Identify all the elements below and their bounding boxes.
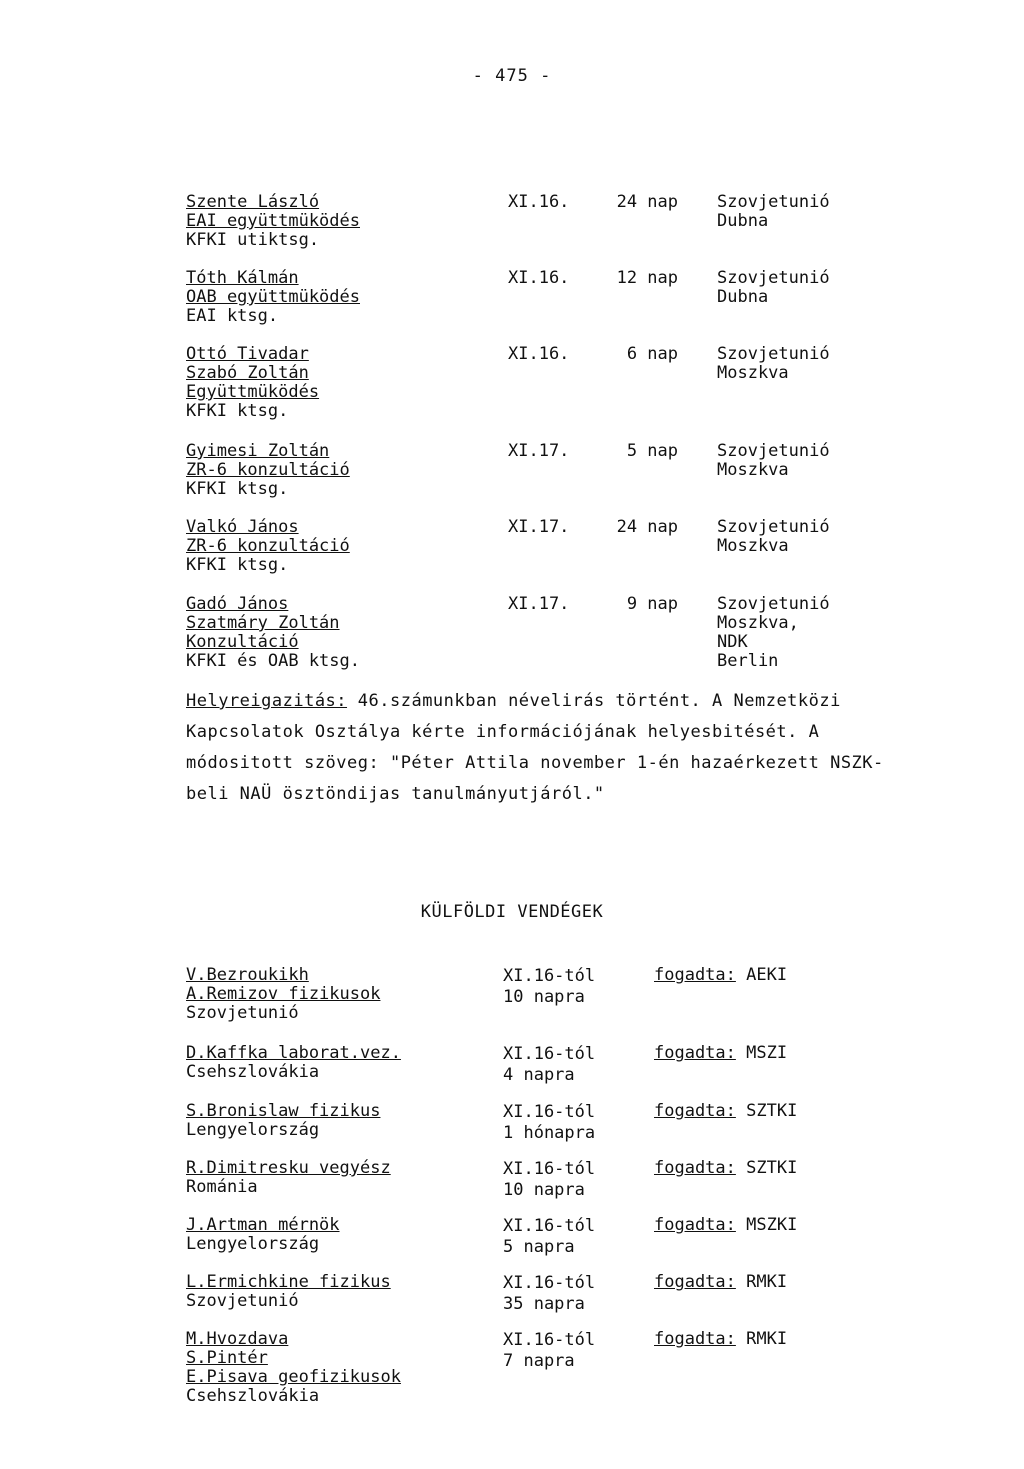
trip-date: XI.17. bbox=[508, 594, 570, 614]
guest-stay bbox=[503, 1330, 595, 1372]
guest-from: XI.16-tól bbox=[503, 1216, 596, 1236]
received-label: fogadta: bbox=[654, 1101, 736, 1121]
trip-purpose: Együttmüködés bbox=[186, 382, 320, 402]
guest-length: 35 napra bbox=[503, 1294, 585, 1314]
guest-from: XI.16-tól bbox=[503, 1159, 596, 1179]
guest-from: XI.16-tól bbox=[503, 966, 596, 986]
guest-host bbox=[654, 1330, 787, 1349]
guest-block bbox=[186, 1273, 391, 1311]
trip-duration: 5 nap bbox=[626, 441, 678, 461]
trip-person: Gyimesi Zoltán bbox=[186, 441, 330, 461]
trip-destination bbox=[717, 442, 830, 480]
trip-country: Szovjetunió bbox=[717, 517, 830, 537]
trip-date: XI.16. bbox=[508, 268, 570, 288]
trip-person-block bbox=[186, 595, 360, 671]
trip-funding: KFKI és OAB ktsg. bbox=[186, 651, 360, 671]
trip-duration: 24 nap bbox=[616, 192, 678, 212]
guest-block bbox=[186, 1216, 340, 1254]
guest-country: Szovjetunió bbox=[186, 1291, 299, 1311]
guest-length: 7 napra bbox=[503, 1351, 575, 1371]
guest-name: D.Kaffka laborat.vez. bbox=[186, 1043, 401, 1063]
guest-from: XI.16-tól bbox=[503, 1044, 596, 1064]
host-institute: MSZKI bbox=[746, 1215, 798, 1235]
guest-length: 5 napra bbox=[503, 1237, 575, 1257]
guest-block bbox=[186, 966, 380, 1023]
received-label: fogadta: bbox=[654, 1158, 736, 1178]
guests-heading: KÜLFÖLDI VENDÉGEK bbox=[420, 902, 604, 922]
trip-funding: KFKI utiktsg. bbox=[186, 230, 320, 250]
host-institute: SZTKI bbox=[746, 1101, 798, 1121]
guest-name: A.Remizov fizikusok bbox=[186, 984, 381, 1004]
guest-stay bbox=[503, 1216, 595, 1258]
guest-length: 10 napra bbox=[503, 987, 585, 1007]
guest-block bbox=[186, 1330, 401, 1406]
guest-block bbox=[186, 1159, 391, 1197]
guest-name: L.Ermichkine fizikus bbox=[186, 1272, 391, 1292]
trip-city: Moszkva bbox=[717, 536, 789, 556]
guest-name: S.Pintér bbox=[186, 1348, 268, 1368]
trip-duration: 9 nap bbox=[626, 594, 678, 614]
trip-funding: KFKI ktsg. bbox=[186, 401, 289, 421]
page-number: - 475 - bbox=[472, 66, 552, 86]
trip-city: Moszkva bbox=[717, 460, 789, 480]
trip-country: Szovjetunió bbox=[717, 344, 830, 364]
guest-country: Csehszlovákia bbox=[186, 1386, 320, 1406]
host-institute: RMKI bbox=[746, 1272, 788, 1292]
guest-name: V.Bezroukikh bbox=[186, 965, 309, 985]
guest-country: Lengyelország bbox=[186, 1234, 320, 1254]
trip-duration: 6 nap bbox=[626, 344, 678, 364]
trip-person: Szente László bbox=[186, 192, 320, 212]
received-label: fogadta: bbox=[654, 1329, 736, 1349]
trip-person: Gadó János bbox=[186, 594, 289, 614]
trip-person-block bbox=[186, 442, 350, 499]
trip-duration: 24 nap bbox=[616, 517, 678, 537]
correction-label: Helyreigazitás: bbox=[186, 691, 348, 711]
trip-funding: EAI ktsg. bbox=[186, 306, 279, 326]
trip-destination bbox=[717, 345, 830, 383]
trip-person-block bbox=[186, 269, 360, 326]
guest-block bbox=[186, 1044, 401, 1082]
trip-funding: KFKI ktsg. bbox=[186, 555, 289, 575]
trip-date: XI.16. bbox=[508, 344, 570, 364]
guest-stay bbox=[503, 1044, 595, 1086]
trip-city: Moszkva, bbox=[717, 613, 799, 633]
guest-host bbox=[654, 1159, 797, 1178]
host-institute: MSZI bbox=[746, 1043, 788, 1063]
trip-city: Dubna bbox=[717, 211, 769, 231]
trip-country: Szovjetunió bbox=[717, 268, 830, 288]
guest-from: XI.16-tól bbox=[503, 1330, 596, 1350]
guest-host bbox=[654, 1273, 787, 1292]
trip-country: Szovjetunió bbox=[717, 594, 830, 614]
guest-host bbox=[654, 1102, 797, 1121]
trip-duration: 12 nap bbox=[616, 268, 678, 288]
guest-host bbox=[654, 966, 787, 985]
received-label: fogadta: bbox=[654, 1043, 736, 1063]
host-institute: RMKI bbox=[746, 1329, 788, 1349]
trip-country: Szovjetunió bbox=[717, 192, 830, 212]
trip-destination bbox=[717, 269, 830, 307]
guest-name: E.Pisava geofizikusok bbox=[186, 1367, 401, 1387]
trip-city: Dubna bbox=[717, 287, 769, 307]
guest-length: 10 napra bbox=[503, 1180, 585, 1200]
guest-country: Csehszlovákia bbox=[186, 1062, 320, 1082]
trip-person-block bbox=[186, 518, 350, 575]
guest-host bbox=[654, 1044, 787, 1063]
guest-length: 4 napra bbox=[503, 1065, 575, 1085]
trip-person: Tóth Kálmán bbox=[186, 268, 299, 288]
guest-stay bbox=[503, 1102, 595, 1144]
guest-country: Románia bbox=[186, 1177, 258, 1197]
guest-stay bbox=[503, 966, 595, 1008]
trip-city: Berlin bbox=[717, 651, 779, 671]
guest-country: Szovjetunió bbox=[186, 1003, 299, 1023]
guest-host bbox=[654, 1216, 797, 1235]
trip-purpose: OAB együttmüködés bbox=[186, 287, 360, 307]
trip-country: Szovjetunió bbox=[717, 441, 830, 461]
host-institute: SZTKI bbox=[746, 1158, 798, 1178]
trip-destination bbox=[717, 518, 830, 556]
guest-name: S.Bronislaw fizikus bbox=[186, 1101, 381, 1121]
guest-name: M.Hvozdava bbox=[186, 1329, 289, 1349]
guest-stay bbox=[503, 1273, 595, 1315]
trip-purpose: ZR-6 konzultáció bbox=[186, 460, 350, 480]
received-label: fogadta: bbox=[654, 1272, 736, 1292]
trip-person: Ottó Tivadar bbox=[186, 344, 309, 364]
trip-date: XI.17. bbox=[508, 517, 570, 537]
correction-paragraph bbox=[186, 686, 926, 810]
trip-country: NDK bbox=[717, 632, 748, 652]
trip-destination bbox=[717, 193, 830, 231]
trip-city: Moszkva bbox=[717, 363, 789, 383]
guest-block bbox=[186, 1102, 380, 1140]
trip-person-block bbox=[186, 345, 319, 421]
correction-text: 46.számunkban névelirás történt. A Nemzetközi Kapcsolatok Osztálya kérte információjának helyesbitését. A módositott szöveg: "Péter Attila november 1-én hazaérkezett NSZK-beli NAÜ ösztöndijas tanulmányutjáról." bbox=[186, 691, 884, 804]
trip-date: XI.17. bbox=[508, 441, 570, 461]
guest-stay bbox=[503, 1159, 595, 1201]
trip-purpose: EAI együttmüködés bbox=[186, 211, 360, 231]
trip-purpose: Konzultáció bbox=[186, 632, 299, 652]
guest-name: R.Dimitresku vegyész bbox=[186, 1158, 391, 1178]
guest-from: XI.16-tól bbox=[503, 1273, 596, 1293]
trip-person-block bbox=[186, 193, 360, 250]
trip-date: XI.16. bbox=[508, 192, 570, 212]
received-label: fogadta: bbox=[654, 1215, 736, 1235]
trip-purpose: ZR-6 konzultáció bbox=[186, 536, 350, 556]
trip-funding: KFKI ktsg. bbox=[186, 479, 289, 499]
guest-name: J.Artman mérnök bbox=[186, 1215, 340, 1235]
host-institute: AEKI bbox=[746, 965, 788, 985]
guest-from: XI.16-tól bbox=[503, 1102, 596, 1122]
trip-person: Valkó János bbox=[186, 517, 299, 537]
trip-person: Szabó Zoltán bbox=[186, 363, 309, 383]
guest-country: Lengyelország bbox=[186, 1120, 320, 1140]
trip-destination bbox=[717, 595, 830, 671]
trip-person: Szatmáry Zoltán bbox=[186, 613, 340, 633]
received-label: fogadta: bbox=[654, 965, 736, 985]
guest-length: 1 hónapra bbox=[503, 1123, 596, 1143]
